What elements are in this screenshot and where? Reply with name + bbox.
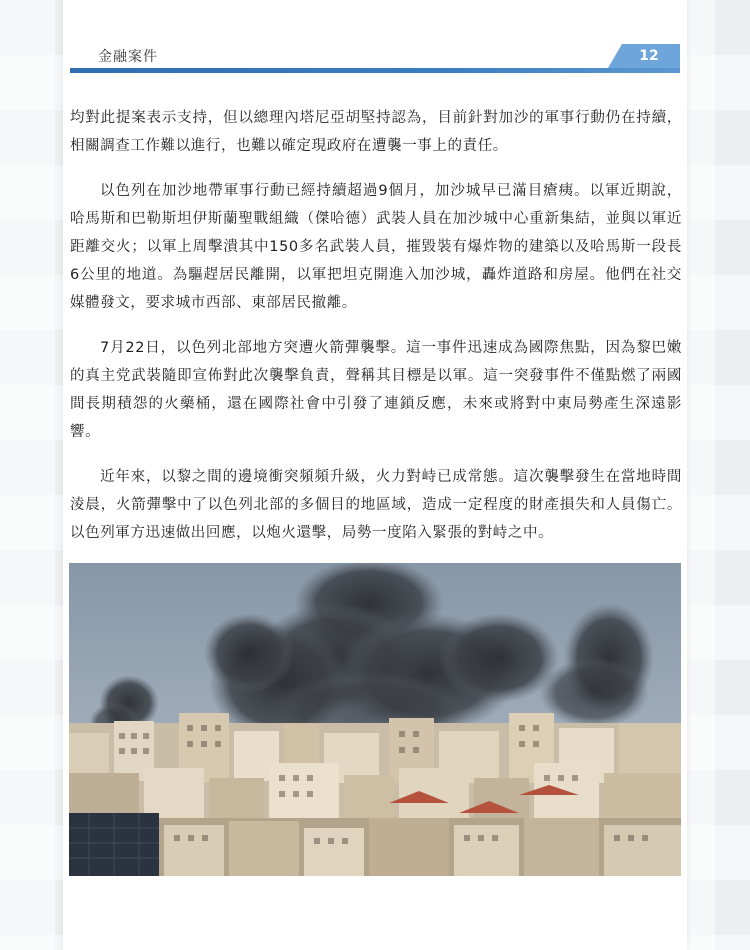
article-body <box>70 104 682 564</box>
city-buildings <box>69 713 681 876</box>
paragraph-4: 近年來，以黎之間的邊境衝突頻頻升級，火力對峙已成常態。這次襲擊發生在當地時間淩晨，火箭彈擊中了以色列北部的多個目的地區域，造成一定程度的財產損失和人員傷亡。以色列軍方迅速做出回應，以炮火還擊，局勢一度陷入緊張的對峙之中。 <box>70 469 682 541</box>
paragraph-3: 7月22日，以色列北部地方突遭火箭彈襲擊。這一事件迅速成為國際焦點，因為黎巴嫩的真主党武裝隨即宣佈對此次襲擊負責，聲稱其目標是以軍。這一突發事件不僅點燃了兩國間長期積怨的火藥桶，還在國際社會中引發了連鎖反應，未來或將對中東局勢產生深遠影響。 <box>70 340 682 440</box>
page-number: 12 <box>639 48 659 64</box>
paragraph-2: 以色列在加沙地帶軍事行動已經持續超過9個月，加沙城早已滿目瘡痍。以軍近期說，哈馬斯和巴勒斯坦伊斯蘭聖戰組織（傑哈德）武裝人員在加沙城中心重新集結，並與以軍近距離交火；以軍上周擊潰其中150多名武裝人員，摧毀裝有爆炸物的建築以及哈馬斯一段長6公里的地道。為驅趕居民離開，以軍把坦克開進入加沙城，轟炸道路和房屋。他們在社交媒體發文，要求城市西部、東部居民撤離。 <box>70 183 682 311</box>
section-title: 金融案件 <box>98 49 158 65</box>
paragraph-1: 均對此提案表示支持，但以總理內塔尼亞胡堅持認為，目前針對加沙的軍事行動仍在持續，相關調查工作難以進行，也難以確定現政府在遭襲一事上的責任。 <box>70 110 682 154</box>
header-rule <box>70 68 680 73</box>
city-smoke-photo <box>69 563 681 876</box>
page-header <box>70 44 680 74</box>
